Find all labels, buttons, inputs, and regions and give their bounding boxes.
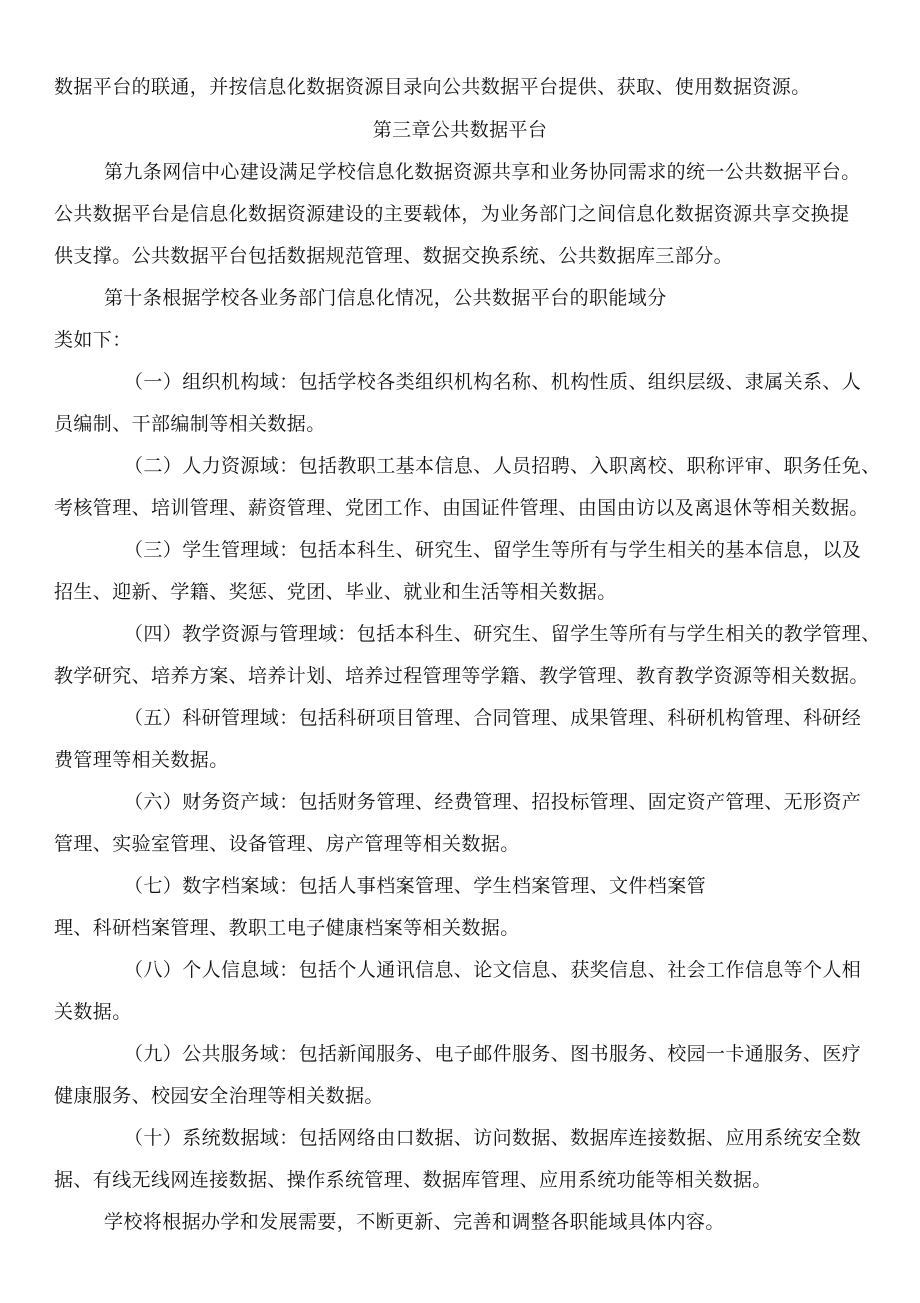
domain-item-8: （八）个人信息域：包括个人通讯信息、论文信息、获奖信息、社会工作信息等个人相 — [124, 959, 862, 981]
paragraph-line: 健康服务、校园安全治理等相关数据。 — [54, 1085, 384, 1107]
article-10-line: 第十条根据学校各业务部门信息化情况，公共数据平台的职能域分 — [104, 287, 667, 309]
paragraph-line: 费管理等相关数据。 — [54, 749, 229, 771]
paragraph-line: 类如下： — [54, 329, 132, 351]
domain-item-7: （七）数字档案域：包括人事档案管理、学生档案管理、文件档案管 — [124, 875, 707, 897]
chapter-heading: 第三章公共数据平台 — [372, 119, 548, 141]
domain-item-2: （二）人力资源域：包括教职工基本信息、人员招聘、入职离校、职称评审、职务任免、 — [124, 455, 881, 477]
paragraph-line: 教学研究、培养方案、培养计划、培养过程管理等学籍、教学管理、教育教学资源等相关数据。 — [54, 665, 869, 687]
paragraph-line: 员编制、干部编制等相关数据。 — [54, 413, 326, 435]
paragraph-line: 公共数据平台是信息化数据资源建设的主要载体，为业务部门之间信息化数据资源共享交换提 — [54, 203, 850, 225]
domain-item-10: （十）系统数据域：包括网络由口数据、访问数据、数据库连接数据、应用系统安全数 — [124, 1127, 862, 1149]
domain-item-6: （六）财务资产域：包括财务管理、经费管理、招投标管理、固定资产管理、无形资产 — [124, 791, 862, 813]
paragraph-line: 数据平台的联通，并按信息化数据资源目录向公共数据平台提供、获取、使用数据资源。 — [54, 76, 811, 98]
paragraph-line: 据、有线无线网连接数据、操作系统管理、数据库管理、应用系统功能等相关数据。 — [54, 1169, 772, 1191]
paragraph-line: 供支撑。公共数据平台包括数据规范管理、数据交换系统、公共数据库三部分。 — [54, 245, 734, 267]
paragraph-line: 招生、迎新、学籍、奖惩、党团、毕业、就业和生活等相关数据。 — [54, 581, 617, 603]
domain-item-3: （三）学生管理域：包括本科生、研究生、留学生等所有与学生相关的基本信息，以及 — [124, 539, 862, 561]
closing-line: 学校将根据办学和发展需要，不断更新、完善和调整各职能域具体内容。 — [104, 1211, 725, 1233]
article-9-line: 第九条网信中心建设满足学校信息化数据资源共享和业务协同需求的统一公共数据平台。 — [104, 161, 861, 183]
paragraph-line: 理、科研档案管理、教职工电子健康档案等相关数据。 — [54, 917, 520, 939]
domain-item-1: （一）组织机构域：包括学校各类组织机构名称、机构性质、组织层级、隶属关系、人 — [124, 371, 862, 393]
domain-item-4: （四）教学资源与管理域：包括本科生、研究生、留学生等所有与学生相关的教学管理、 — [124, 623, 881, 645]
paragraph-line: 关数据。 — [54, 1001, 132, 1023]
domain-item-5: （五）科研管理域：包括科研项目管理、合同管理、成果管理、科研机构管理、科研经 — [124, 707, 862, 729]
paragraph-line: 考核管理、培训管理、薪资管理、党团工作、由国证件管理、由国由访以及离退休等相关数据。 — [54, 497, 869, 519]
domain-item-9: （九）公共服务域：包括新闻服务、电子邮件服务、图书服务、校园一卡通服务、医疗 — [124, 1043, 862, 1065]
paragraph-line: 管理、实验室管理、设备管理、房产管理等相关数据。 — [54, 833, 520, 855]
